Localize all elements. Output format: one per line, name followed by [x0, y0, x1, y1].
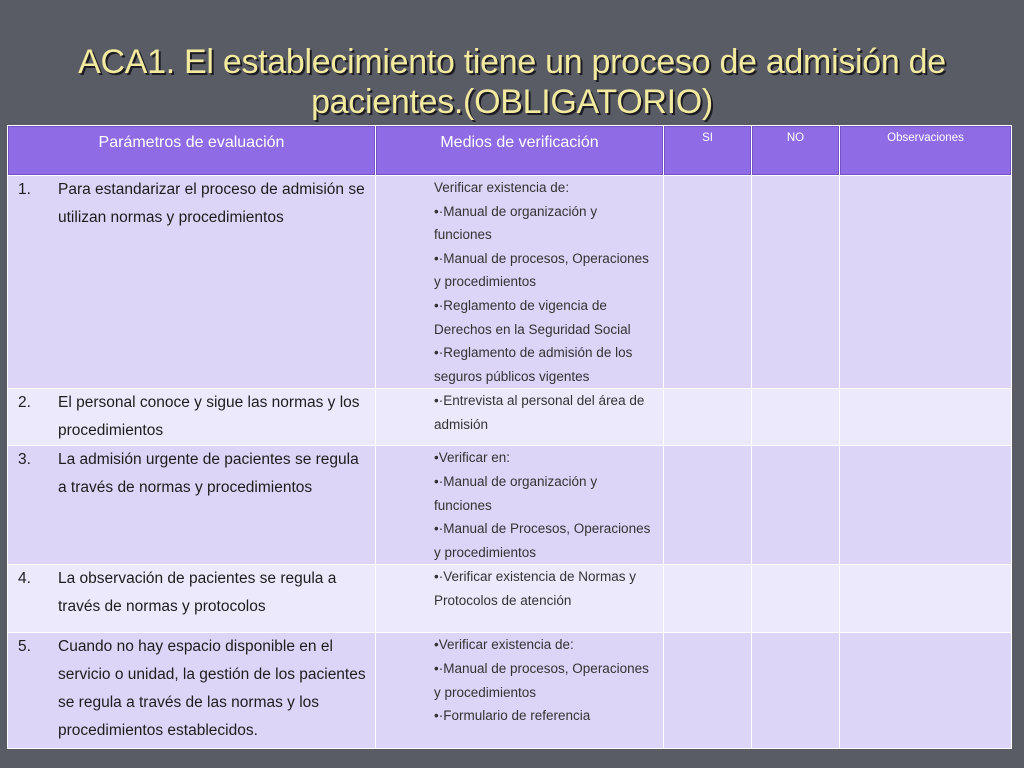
- param-text: Para estandarizar el proceso de admisión se utilizan normas y procedimientos: [58, 181, 365, 226]
- table-row: [8, 389, 1012, 446]
- param-text: Cuando no hay espacio disponible en el servicio o unidad, la gestión de los pacientes se regula a través de las normas y los procedimientos establecidos.: [58, 638, 366, 740]
- observaciones-cell[interactable]: [840, 176, 1012, 389]
- param-cell: [8, 633, 376, 749]
- si-cell[interactable]: [664, 389, 752, 446]
- table-row: [8, 565, 1012, 633]
- row-number: 1.: [18, 181, 31, 198]
- medios-cell: [376, 633, 664, 749]
- medios-cell: [376, 176, 664, 389]
- no-cell[interactable]: [752, 446, 840, 565]
- table-row: [8, 446, 1012, 565]
- header-si: SI: [664, 126, 752, 176]
- row-number: 4.: [18, 570, 31, 588]
- medios-cell: [376, 446, 664, 565]
- no-cell[interactable]: [752, 389, 840, 446]
- header-observaciones: Observaciones: [840, 126, 1012, 176]
- row-number: 2.: [18, 394, 31, 412]
- si-cell[interactable]: [664, 633, 752, 749]
- no-cell[interactable]: [752, 633, 840, 749]
- si-cell[interactable]: [664, 565, 752, 633]
- medios-text: •·Verificar existencia de Normas y Protocolos de atención: [434, 569, 637, 608]
- observaciones-cell[interactable]: [840, 446, 1012, 565]
- param-text: El personal conoce y sigue las normas y los procedimientos: [58, 394, 360, 440]
- observaciones-cell[interactable]: [840, 389, 1012, 446]
- observaciones-cell[interactable]: [840, 565, 1012, 633]
- table-row: [8, 176, 1012, 389]
- row-number: 5.: [18, 638, 31, 656]
- row-number: 3.: [18, 451, 31, 469]
- si-cell[interactable]: [664, 176, 752, 389]
- param-text: La admisión urgente de pacientes se regula a través de normas y procedimientos: [58, 451, 359, 497]
- param-cell: [8, 565, 376, 633]
- no-cell[interactable]: [752, 176, 840, 389]
- slide-title: ACA1. El establecimiento tiene un proceso de admisión de pacientes.(OBLIGATORIO): [78, 43, 946, 121]
- medios-cell: [376, 389, 664, 446]
- si-cell[interactable]: [664, 446, 752, 565]
- medios-text: •Verificar en: •·Manual de organización y funciones •·Manual de Procesos, Operaciones y procedimientos: [434, 450, 651, 560]
- no-cell[interactable]: [752, 565, 840, 633]
- table-row: [8, 633, 1012, 749]
- param-cell: [8, 176, 376, 389]
- table-header-row: [8, 126, 1012, 176]
- medios-text: •·Entrevista al personal del área de admisión: [434, 393, 645, 432]
- header-parametros: Parámetros de evaluación: [8, 126, 376, 176]
- header-no: NO: [752, 126, 840, 176]
- param-cell: [8, 446, 376, 565]
- param-text: La observación de pacientes se regula a través de normas y protocolos: [58, 570, 337, 616]
- header-medios: Medios de verificación: [376, 126, 664, 176]
- evaluation-table: [7, 125, 1012, 749]
- medios-text: Verificar existencia de: •·Manual de organización y funciones •·Manual de procesos, Operaciones y procedimientos •·Reglamento de vigencia de Derechos en la Seguridad Social •·Reglamento de admisión de los seguros públicos vigentes: [434, 180, 649, 384]
- medios-text: •Verificar existencia de: •·Manual de procesos, Operaciones y procedimientos •·Formulario de referencia: [434, 637, 649, 724]
- medios-cell: [376, 565, 664, 633]
- param-cell: [8, 389, 376, 446]
- observaciones-cell[interactable]: [840, 633, 1012, 749]
